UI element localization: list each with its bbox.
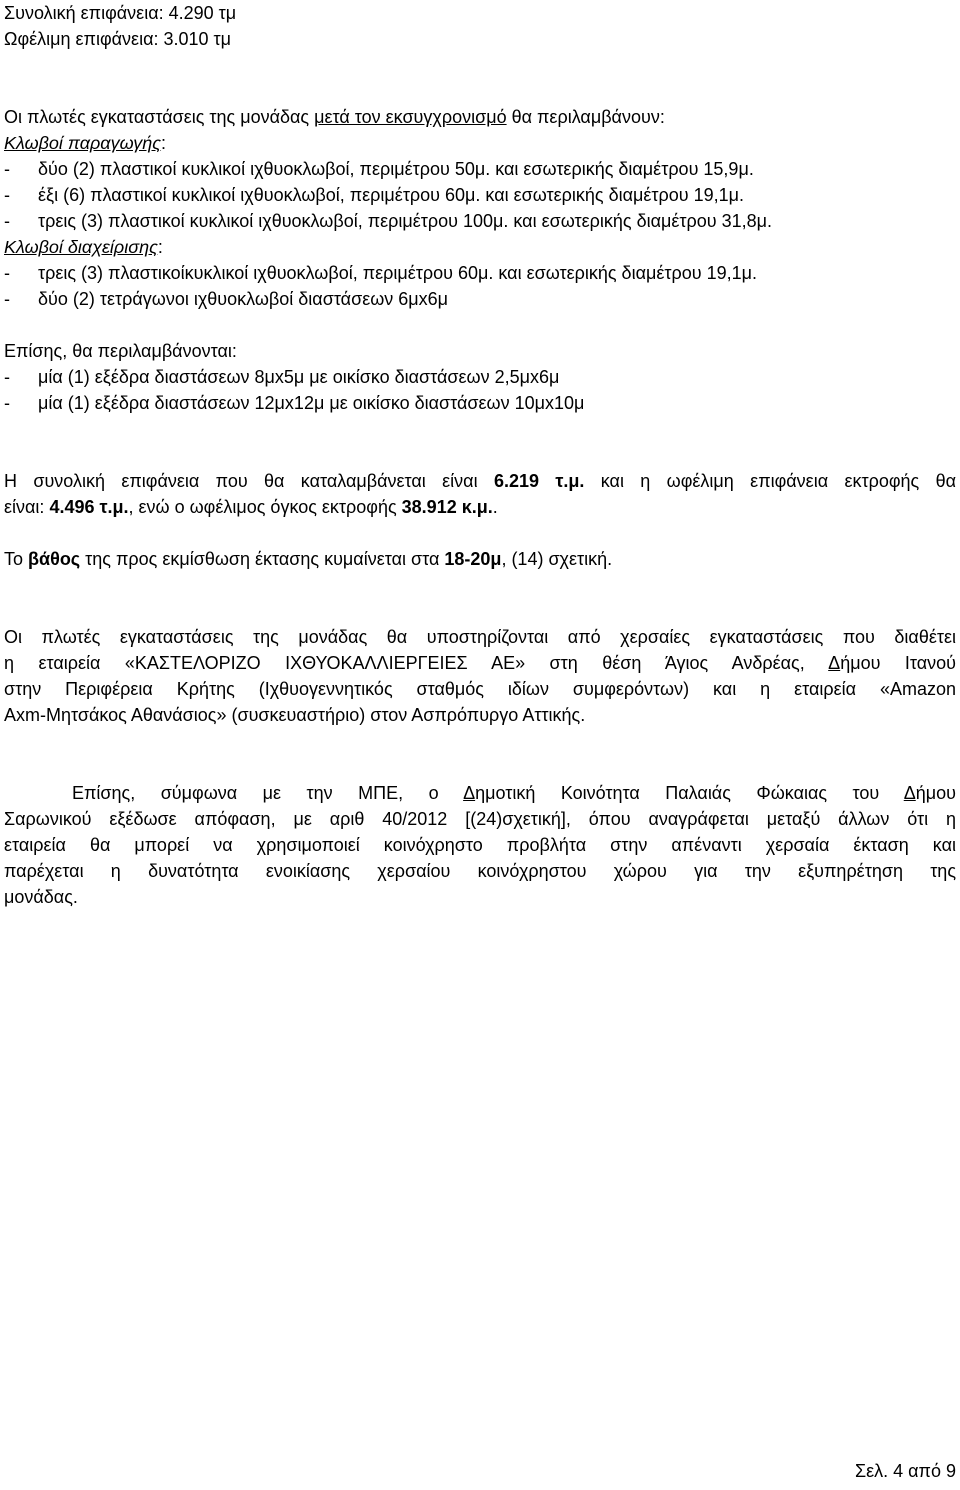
production-cages-heading: Κλωβοί παραγωγής: [4,133,167,153]
surface-paragraph-line-2: είναι: 4.496 τ.μ., ενώ ο ωφέλιμος όγκος εκτροφής 38.912 κ.μ.. [4,497,498,517]
useful-area-text: Ωφέλιμη επιφάνεια: 3.010 τμ [4,29,232,49]
list-item: - έξι (6) πλαστικοί κυκλικοί ιχθυοκλωβοί, περιμέτρου 60μ. και εσωτερικής διαμέτρου 19,1μ. [4,185,745,205]
management-cages-heading: Κλωβοί διαχείρισης: [4,237,163,257]
support-paragraph: Οι πλωτές εγκαταστάσεις της μονάδας θα υποστηρίζονται από χερσαίες εγκαταστάσεις που διαθέτει η εταιρεία «ΚΑΣΤΕΛΟΡΙΖΟ ΙΧΘΥΟΚΑΛΛΙΕΡΓΕΙΕΣ ΑΕ» στη θέση Άγιος Ανδρέας, Δήμου Ιτανού στην Περιφέρεια Κρήτης (Ιχθυογεννητικός σταθμός ιδίων συμφερόντων) και η εταιρεία «Amazon Axm-Μητσάκος Αθανάσιος» (συσκευαστήριο) στον Ασπρόπυργο Αττικής. [4,627,956,725]
list-item: - μία (1) εξέδρα διαστάσεων 8μx5μ με οικίσκο διαστάσεων 2,5μx6μ [4,367,560,387]
list-item: - τρεις (3) πλαστικοί κυκλικοί ιχθυοκλωβοί, περιμέτρου 100μ. και εσωτερικής διαμέτρου 31,8μ. [4,211,773,231]
intro-paragraph [4,104,956,130]
page-content [4,0,956,910]
list-item: - τρεις (3) πλαστικοίκυκλικοί ιχθυοκλωβοί, περιμέτρου 60μ. και εσωτερικής διαμέτρου 19,1μ. [4,263,757,283]
total-area-text: Συνολική επιφάνεια: 4.290 τμ [4,3,237,23]
decision-paragraph: Επίσης, σύμφωνα με την ΜΠΕ, ο Δημοτική Κοινότητα Παλαιάς Φώκαιας του Δήμου Σαρωνικού εξέδωσε απόφαση, με αριθ 40/2012 [(24)σχετική], όπου αναγράφεται μεταξύ άλλων ότι η εταιρεία θα μπορεί να χρησιμοποιεί κοινόχρηστο προβλήτα στην απέναντι χερσαία έκταση και παρέχεται η δυνατότητα ενοικίασης χερσαίου κοινόχρηστου χώρου για την εξυπηρέτηση της μονάδας. [4,783,957,907]
management-cages-label: Κλωβοί διαχείρισης [4,237,158,257]
surface-paragraph-line-1: Η συνολική επιφάνεια που θα καταλαμβάνεται είναι 6.219 τ.μ. και η ωφέλιμη επιφάνεια εκτροφής θα [4,471,956,491]
intro-prefix: Οι πλωτές εγκαταστάσεις της μονάδας [4,107,315,127]
intro-suffix: θα περιλαμβάνουν: [506,107,665,127]
list-item: - δύο (2) τετράγωνοι ιχθυοκλωβοί διαστάσεων 6μx6μ [4,289,449,309]
depth-paragraph: Το βάθος της προς εκμίσθωση έκτασης κυμαίνεται στα 18-20μ, (14) σχετική. [4,549,613,569]
page-number: Σελ. 4 από 9 [854,1461,956,1481]
production-cages-label: Κλωβοί παραγωγής [4,133,162,153]
intro-underlined: μετά τον εκσυγχρονισμό [314,107,507,127]
also-heading: Επίσης, θα περιλαμβάνονται: [4,341,237,361]
list-item: - μία (1) εξέδρα διαστάσεων 12μx12μ με οικίσκο διαστάσεων 10μx10μ [4,393,585,413]
list-item: - δύο (2) πλαστικοί κυκλικοί ιχθυοκλωβοί, περιμέτρου 50μ. και εσωτερικής διαμέτρου 15,9μ. [4,159,754,179]
